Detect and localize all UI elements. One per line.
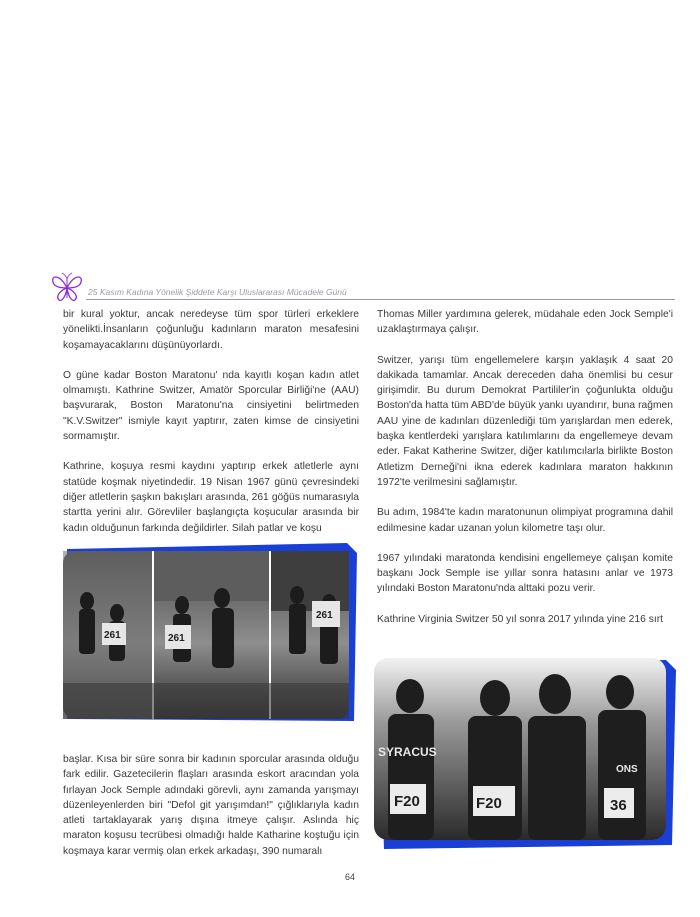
page-header bbox=[50, 272, 675, 304]
bib-number: 261 bbox=[168, 633, 185, 644]
paragraph: Kathrine, koşuya resmi kaydını yaptırıp erkek atletlerle aynı statüde koşmak niyetindedir. 19 Nisan 1967 günü çevresindeki diğer atletlerin şaşkın bakışları arasında, 261 göğüs numarasıyla startta yerini alır. Görevliler başlangıçta koşucular arasında bir kadın olduğunun farkında değildirler. Silah patlar ve koşu bbox=[63, 461, 359, 534]
bib-number: F20 bbox=[394, 793, 420, 810]
bib-number: 261 bbox=[316, 610, 333, 621]
paragraph: Thomas Miller yardımına gelerek, müdahale eden Jock Semple'i uzaklaştırmaya çalışır. bbox=[377, 309, 673, 336]
butterfly-icon bbox=[50, 272, 84, 304]
page-number: 64 bbox=[344, 872, 355, 882]
paragraph: 1967 yılındaki maratonda kendisini engellemeye çalışan komite başkanı Jock Semple ise yıllar sonra hatasını anlar ve 1973 yılındaki Boston Maratonu'nda alttaki pozu verir. bbox=[377, 552, 673, 595]
left-column-top bbox=[63, 307, 359, 551]
bib-number: 261 bbox=[104, 630, 121, 641]
left-column-bottom bbox=[63, 752, 359, 874]
bib-number: F20 bbox=[476, 795, 502, 812]
paragraph: Kathrine Virginia Switzer 50 yıl sonra 2017 yılında yine 216 sırt bbox=[377, 613, 663, 625]
right-column bbox=[377, 307, 673, 642]
paragraph: bir kural yoktur, ancak neredeyse tüm spor türleri erkeklere yönelikti.İnsanların çoğunluğu kadınların maraton mesafesini koşamayacaklarını düşünüyorlardı. bbox=[63, 309, 359, 351]
header-title: 25 Kasım Kadına Yönelik Şiddete Karşı Uluslararası Mücadele Günü bbox=[88, 287, 347, 297]
shirt-text: ONS bbox=[616, 764, 638, 775]
bib-number: 36 bbox=[610, 797, 627, 814]
photo-marathon-1967 bbox=[57, 543, 357, 726]
header-rule bbox=[86, 299, 675, 300]
paragraph: O güne kadar Boston Maratonu' nda kayıtlı koşan kadın atlet olmamıştı. Kathrine Switzer, Amatör Sporcular Birliği'ne (AAU) başvurarak, Boston Maratonu'na cinsiyetini belirtmeden "K.V.Switzer" ismiyle kayıt yaptırır, zaten kimse de cinsiyetini sormamıştır. bbox=[63, 369, 359, 443]
photo-marathon-1973 bbox=[370, 656, 676, 849]
paragraph: başlar. Kısa bir süre sonra bir kadının sporcular arasında olduğu fark edilir. Gazetecilerin flaşları arasında eskort aracından yola fırlayan Jock Semple adındaki görevli, aynı zamanda yarışmayı düzenleyenlerden biri "Defol git yarışımdan!" çığlıklarıyla kadın atleti tartaklayarak yarış dışına itmeye çalışır. Aslında hiç maraton koşusu tecrübesi olmadığı halde Katharine koştuğu için koşmaya karar vermiş olan erkek arkadaşı, 390 numaralı bbox=[63, 754, 359, 857]
shirt-text: SYRACUS bbox=[378, 745, 437, 759]
paragraph: Switzer, yarışı tüm engellemelere karşın yaklaşık 4 saat 20 dakikada tamamlar. Ancak dereceden daha önemlisi bu cesur girişimdir. Bu durum Demokrat Partililer'in çoğunlukta olduğu Boston'da hatta tüm ABD'de büyük yankı uyandırır, buna rağmen AAU yine de kadınları düzenlediği tüm yarışlardan men ederek, başka kentlerdeki yarışlara katılımlarını da engellemeye devam eder. Fakat Katherine Switzer, diğer katılımcılarla birlikte Boston Atletizm Derneği'ni ikna ederek kadınlara maraton hakkının 1972'te verilmesini sağlamıştır. bbox=[377, 354, 673, 488]
paragraph: Bu adım, 1984'te kadın maratonunun olimpiyat programına dahil edilmesine kadar uzanan yolun kilometre taşı olur. bbox=[377, 507, 673, 534]
